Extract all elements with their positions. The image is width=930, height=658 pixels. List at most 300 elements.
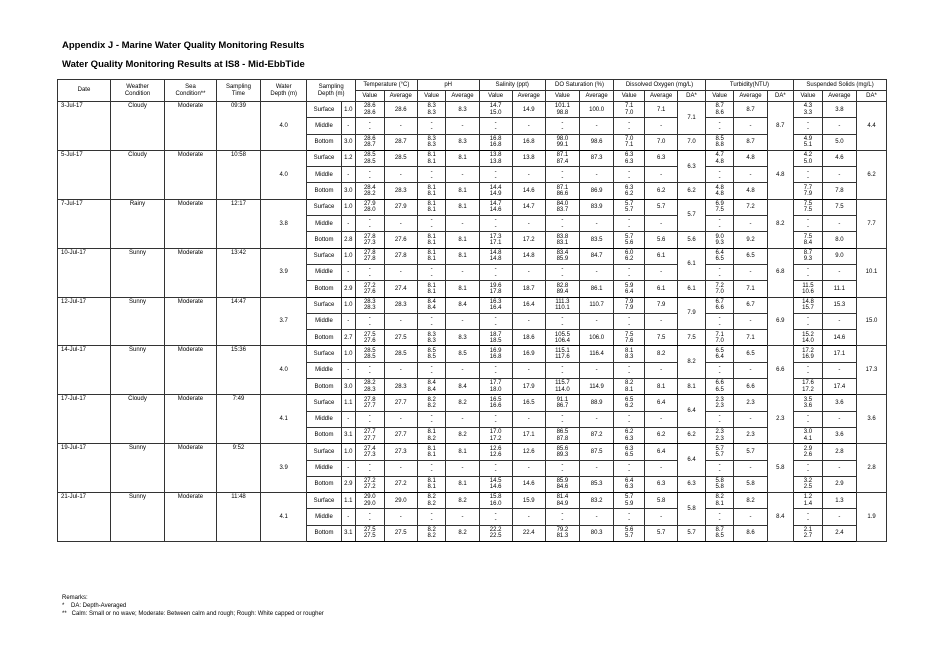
- cell-do-value-reading: 6.4: [624, 288, 634, 295]
- cell-ss-average: 17.4: [822, 379, 856, 395]
- cell-do-value: [614, 264, 645, 280]
- cell-salinity-value-reading: 19.6: [489, 282, 502, 289]
- cell-ss-value-reading: 4.3: [803, 103, 813, 110]
- cell-temp-value-reading: -: [368, 125, 371, 132]
- cell-salinity-value: [479, 118, 512, 134]
- cell-ss-value-reading: 7.5: [803, 201, 813, 208]
- cell-turbidity-value-reading: 6.4: [715, 354, 724, 361]
- cell-ph-value: [417, 232, 446, 248]
- cell-ph-value-reading: 8.2: [427, 402, 436, 409]
- cell-temp-value-reading: 28.5: [363, 354, 376, 361]
- cell-turbidity-average: -: [734, 118, 767, 134]
- cell-date: 17-Jul-17: [58, 395, 111, 444]
- cell-temp-value-reading: -: [368, 468, 371, 475]
- cell-ph-value: [417, 264, 446, 280]
- cell-ss-da: 7.7: [857, 199, 887, 248]
- cell-dos-value-reading: 98.8: [556, 109, 569, 116]
- cell-turbidity-value: [705, 134, 734, 150]
- cell-ph-value-reading: 8.5: [427, 354, 436, 361]
- cell-ss-value: [794, 476, 823, 492]
- cell-dos-average: 110.7: [580, 297, 614, 313]
- cell-ss-value-reading: -: [806, 217, 809, 224]
- cell-temp-value-reading: 29.0: [363, 494, 376, 501]
- cell-temp-value: [355, 102, 384, 118]
- cell-dos-value: [545, 150, 579, 166]
- cell-do-average: 7.9: [645, 297, 678, 313]
- cell-salinity-value: [479, 444, 512, 460]
- cell-turbidity-value-reading: 6.6: [715, 380, 724, 387]
- cell-ss-da: 4.4: [857, 102, 887, 151]
- cell-turbidity-value-reading: 8.8: [715, 142, 724, 149]
- cell-sea: Moderate: [165, 150, 217, 199]
- cell-dos-average: -: [580, 167, 614, 183]
- cell-do-value-reading: 6.3: [624, 484, 634, 491]
- cell-ph-average: 8.2: [446, 525, 479, 541]
- cell-ss-value: [794, 264, 823, 280]
- cell-turbidity-value-reading: 8.6: [715, 109, 724, 116]
- cell-ph-value-reading: 8.5: [427, 347, 436, 354]
- cell-temp-value-reading: 27.3: [363, 240, 376, 247]
- cell-do-value: [614, 476, 645, 492]
- header-average: Average: [645, 91, 678, 102]
- cell-sea: Moderate: [165, 102, 217, 151]
- cell-salinity-value: [479, 216, 512, 232]
- cell-ph-average: 8.3: [446, 330, 479, 346]
- cell-ss-value-reading: 5.1: [803, 142, 813, 149]
- cell-do-value-reading: -: [628, 370, 631, 377]
- cell-do-value-reading: 7.5: [624, 331, 634, 338]
- cell-salinity-value: [479, 232, 512, 248]
- cell-salinity-value-reading: -: [494, 419, 497, 426]
- cell-ph-value-reading: 8.2: [427, 396, 436, 403]
- cell-salinity-average: 13.8: [512, 150, 545, 166]
- cell-dos-value: [545, 248, 579, 264]
- header-average: Average: [734, 91, 767, 102]
- cell-turbidity-value-reading: 6.9: [715, 201, 724, 208]
- table-row: [58, 102, 887, 118]
- cell-salinity-value: [479, 330, 512, 346]
- cell-temp-value-reading: -: [368, 461, 371, 468]
- cell-sampling-depth: 1.0: [341, 346, 355, 362]
- cell-do-value-reading: 6.3: [624, 152, 634, 159]
- cell-turbidity-value: [705, 281, 734, 297]
- cell-temp-value: [355, 264, 384, 280]
- cell-temp-value: [355, 379, 384, 395]
- cell-ss-average: 1.3: [822, 493, 856, 509]
- cell-temp-average: 27.6: [384, 232, 417, 248]
- cell-ss-value-reading: -: [806, 272, 809, 279]
- cell-temp-value: [355, 476, 384, 492]
- cell-temp-average: 27.7: [384, 427, 417, 443]
- cell-temp-value-reading: 27.5: [363, 533, 376, 540]
- cell-ss-value-reading: 7.7: [803, 184, 813, 191]
- cell-dos-value: [545, 183, 579, 199]
- cell-salinity-value-reading: -: [494, 370, 497, 377]
- cell-turbidity-average: 7.1: [734, 330, 767, 346]
- cell-ss-average: -: [822, 167, 856, 183]
- cell-do-average: 6.3: [645, 150, 678, 166]
- cell-salinity-value-reading: -: [494, 468, 497, 475]
- cell-do-average: 5.7: [645, 525, 678, 541]
- cell-ph-value-reading: -: [430, 272, 433, 279]
- cell-dos-value-reading: 86.7: [556, 402, 569, 409]
- cell-do-value-reading: -: [628, 321, 631, 328]
- cell-ss-value: [794, 150, 823, 166]
- cell-turbidity-value-reading: 8.5: [715, 135, 724, 142]
- cell-ph-value: [417, 395, 446, 411]
- cell-turbidity-value-reading: 5.7: [715, 445, 724, 452]
- cell-do-value-reading: -: [628, 223, 631, 230]
- cell-turbidity-value: [705, 444, 734, 460]
- cell-salinity-value: [479, 297, 512, 313]
- cell-ss-value: [794, 216, 823, 232]
- cell-ph-value-reading: -: [430, 468, 433, 475]
- cell-turbidity-value-reading: 6.5: [715, 256, 724, 263]
- cell-dos-value: [545, 281, 579, 297]
- table-row: [58, 248, 887, 264]
- cell-do-da: 6.1: [678, 248, 706, 281]
- cell-ph-average: 8.1: [446, 199, 479, 215]
- cell-turbidity-average: -: [734, 167, 767, 183]
- cell-ph-value-reading: -: [430, 266, 433, 273]
- header-ph: pH: [417, 80, 479, 91]
- cell-sampling-depth: 1.0: [341, 199, 355, 215]
- cell-time: 09:39: [216, 102, 260, 151]
- cell-dos-average: -: [580, 411, 614, 427]
- cell-do-average: 5.8: [645, 493, 678, 509]
- cell-temp-average: 27.5: [384, 525, 417, 541]
- cell-sampling-depth: 2.7: [341, 330, 355, 346]
- cell-date: 5-Jul-17: [58, 150, 111, 199]
- cell-dos-value-reading: 87.1: [556, 152, 569, 159]
- cell-salinity-average: 12.6: [512, 444, 545, 460]
- cell-temp-value-reading: 27.8: [363, 250, 376, 257]
- cell-turbidity-average: -: [734, 362, 767, 378]
- cell-salinity-average: 14.6: [512, 476, 545, 492]
- cell-level: Surface: [307, 102, 341, 118]
- cell-salinity-average: 14.8: [512, 248, 545, 264]
- cell-ph-value-reading: -: [430, 174, 433, 181]
- cell-do-value: [614, 183, 645, 199]
- cell-salinity-value: [479, 427, 512, 443]
- cell-salinity-value-reading: -: [494, 125, 497, 132]
- cell-ss-average: 8.0: [822, 232, 856, 248]
- cell-do-value-reading: 5.7: [624, 494, 634, 501]
- cell-turbidity-value-reading: 2.3: [715, 396, 724, 403]
- cell-ph-value-reading: -: [430, 364, 433, 371]
- cell-weather: Sunny: [110, 493, 164, 542]
- cell-salinity-value-reading: 17.3: [489, 233, 502, 240]
- cell-salinity-average: -: [512, 118, 545, 134]
- cell-dos-value-reading: 106.4: [554, 337, 570, 344]
- cell-water-depth: 3.7: [261, 297, 307, 346]
- header-value: Value: [479, 91, 512, 102]
- cell-turbidity-value: [705, 362, 734, 378]
- cell-do-value-reading: 8.1: [624, 386, 634, 393]
- cell-ph-value-reading: 8.1: [427, 233, 436, 240]
- cell-dos-value: [545, 525, 579, 541]
- cell-dos-value-reading: -: [561, 517, 564, 524]
- cell-turbidity-da: 8.2: [767, 199, 794, 248]
- cell-ss-value: [794, 460, 823, 476]
- cell-temp-value-reading: 28.6: [363, 109, 376, 116]
- cell-temp-value-reading: 29.0: [363, 500, 376, 507]
- cell-ph-value-reading: 8.3: [427, 331, 436, 338]
- cell-level: Bottom: [307, 379, 341, 395]
- cell-sampling-depth: 2.8: [341, 232, 355, 248]
- cell-temp-value-reading: 28.3: [363, 386, 376, 393]
- cell-ss-value: [794, 297, 823, 313]
- cell-dos-average: 87.2: [580, 427, 614, 443]
- cell-water-depth: 4.1: [261, 395, 307, 444]
- cell-salinity-value-reading: 14.5: [489, 478, 502, 485]
- cell-do-da: 7.9: [678, 297, 706, 330]
- cell-salinity-value: [479, 313, 512, 329]
- cell-temp-value: [355, 493, 384, 509]
- cell-temp-average: 27.8: [384, 248, 417, 264]
- cell-salinity-value-reading: 16.4: [489, 305, 502, 312]
- cell-ss-value-reading: 14.8: [802, 298, 814, 305]
- cell-ph-value-reading: 8.1: [427, 429, 436, 436]
- cell-turbidity-average: 8.7: [734, 102, 767, 118]
- cell-turbidity-value: [705, 427, 734, 443]
- cell-ph-average: -: [446, 167, 479, 183]
- cell-turbidity-value-reading: 2.3: [715, 429, 724, 436]
- cell-level: Middle: [307, 216, 341, 232]
- cell-temp-value-reading: 27.8: [363, 396, 376, 403]
- cell-turbidity-value-reading: 4.7: [715, 152, 724, 159]
- cell-turbidity-value-reading: -: [718, 119, 721, 126]
- cell-weather: Sunny: [110, 346, 164, 395]
- cell-time: 11:48: [216, 493, 260, 542]
- cell-salinity-value-reading: -: [494, 461, 497, 468]
- cell-salinity-value-reading: 22.5: [489, 533, 502, 540]
- cell-sampling-depth: 2.9: [341, 281, 355, 297]
- cell-dos-value: [545, 134, 579, 150]
- cell-turbidity-value: [705, 493, 734, 509]
- cell-salinity-value-reading: 16.8: [489, 135, 502, 142]
- cell-dos-average: -: [580, 362, 614, 378]
- cell-ph-value: [417, 297, 446, 313]
- cell-level: Surface: [307, 444, 341, 460]
- cell-do-average: -: [645, 167, 678, 183]
- cell-salinity-value-reading: 14.7: [489, 201, 502, 208]
- cell-turbidity-value: [705, 346, 734, 362]
- cell-turbidity-value-reading: -: [718, 174, 721, 181]
- cell-salinity-value-reading: -: [494, 168, 497, 175]
- cell-sea: Moderate: [165, 346, 217, 395]
- cell-turbidity-value-reading: -: [718, 364, 721, 371]
- cell-ss-average: -: [822, 264, 856, 280]
- cell-ss-average: 7.5: [822, 199, 856, 215]
- cell-ph-average: 8.1: [446, 248, 479, 264]
- cell-ph-value-reading: 8.2: [427, 533, 436, 540]
- cell-temp-value-reading: 28.4: [363, 184, 376, 191]
- cell-do-value-reading: 6.2: [624, 191, 634, 198]
- cell-salinity-average: 18.7: [512, 281, 545, 297]
- cell-do-da: 5.8: [678, 493, 706, 526]
- cell-do-average: -: [645, 362, 678, 378]
- cell-temp-value: [355, 313, 384, 329]
- cell-temp-average: 27.2: [384, 476, 417, 492]
- cell-ss-value-reading: -: [806, 461, 809, 468]
- cell-ph-value-reading: 8.3: [427, 135, 436, 142]
- cell-weather: Cloudy: [110, 150, 164, 199]
- cell-salinity-value: [479, 411, 512, 427]
- cell-ss-average: 3.8: [822, 102, 856, 118]
- header-da: DA*: [767, 91, 794, 102]
- cell-ss-average: -: [822, 509, 856, 525]
- cell-sampling-depth: 1.0: [341, 248, 355, 264]
- cell-ph-average: 8.3: [446, 102, 479, 118]
- cell-dos-value-reading: 83.8: [556, 233, 569, 240]
- cell-dos-average: 85.3: [580, 476, 614, 492]
- cell-salinity-average: 17.9: [512, 379, 545, 395]
- cell-weather: Rainy: [110, 199, 164, 248]
- header-average: Average: [446, 91, 479, 102]
- cell-temp-value: [355, 427, 384, 443]
- cell-dos-value-reading: -: [561, 419, 564, 426]
- cell-ss-value-reading: 3.0: [803, 429, 813, 436]
- cell-turbidity-value: [705, 183, 734, 199]
- cell-level: Bottom: [307, 281, 341, 297]
- cell-turbidity-value-reading: -: [718, 217, 721, 224]
- cell-dos-average: -: [580, 313, 614, 329]
- water-quality-table: [57, 79, 887, 542]
- cell-salinity-value-reading: 17.0: [489, 429, 502, 436]
- cell-temp-value: [355, 346, 384, 362]
- cell-ss-average: 3.6: [822, 427, 856, 443]
- cell-salinity-value-reading: 16.9: [489, 347, 502, 354]
- cell-ss-value: [794, 118, 823, 134]
- cell-turbidity-value-reading: 8.1: [715, 500, 724, 507]
- cell-salinity-value-reading: 14.6: [489, 484, 502, 491]
- cell-temp-value-reading: 28.3: [363, 305, 376, 312]
- cell-ph-value: [417, 102, 446, 118]
- cell-dos-average: 116.4: [580, 346, 614, 362]
- cell-sampling-depth: -: [341, 167, 355, 183]
- cell-ss-value-reading: -: [806, 315, 809, 322]
- cell-level: Middle: [307, 118, 341, 134]
- cell-salinity-average: 15.9: [512, 493, 545, 509]
- cell-salinity-value-reading: -: [494, 223, 497, 230]
- cell-ss-value-reading: -: [806, 168, 809, 175]
- cell-turbidity-average: 8.2: [734, 493, 767, 509]
- cell-do-value: [614, 199, 645, 215]
- cell-temp-value: [355, 248, 384, 264]
- cell-temp-value: [355, 232, 384, 248]
- cell-do-value-reading: 6.3: [624, 158, 634, 165]
- cell-temp-value-reading: 27.4: [363, 445, 376, 452]
- cell-turbidity-da: 5.8: [767, 444, 794, 493]
- cell-turbidity-value-reading: 6.7: [715, 298, 724, 305]
- cell-do-value-reading: -: [628, 272, 631, 279]
- cell-ss-average: -: [822, 118, 856, 134]
- cell-turbidity-value-reading: 4.8: [715, 191, 724, 198]
- cell-temp-value: [355, 183, 384, 199]
- cell-temp-value: [355, 460, 384, 476]
- header-value: Value: [545, 91, 579, 102]
- cell-do-value: [614, 525, 645, 541]
- cell-salinity-average: 17.2: [512, 232, 545, 248]
- cell-temp-value: [355, 118, 384, 134]
- cell-ph-average: 8.1: [446, 232, 479, 248]
- cell-ss-value-reading: 3.2: [803, 478, 813, 485]
- cell-temp-average: -: [384, 216, 417, 232]
- cell-turbidity-value-reading: -: [718, 510, 721, 517]
- cell-dos-value-reading: 110.1: [555, 305, 570, 312]
- cell-ss-value-reading: -: [806, 364, 809, 371]
- cell-dos-value-reading: 105.5: [554, 331, 570, 338]
- cell-salinity-average: -: [512, 167, 545, 183]
- cell-ph-value-reading: -: [430, 510, 433, 517]
- cell-salinity-average: 22.4: [512, 525, 545, 541]
- cell-ss-average: -: [822, 313, 856, 329]
- cell-ph-value-reading: 8.4: [427, 298, 436, 305]
- cell-sampling-depth: -: [341, 362, 355, 378]
- cell-temp-value-reading: 27.7: [363, 402, 376, 409]
- cell-do-value: [614, 134, 645, 150]
- cell-dos-average: 83.5: [580, 232, 614, 248]
- cell-temp-value-reading: 27.7: [363, 429, 376, 436]
- cell-ss-value: [794, 346, 823, 362]
- cell-dos-value-reading: 89.3: [556, 451, 569, 458]
- cell-salinity-value-reading: 13.8: [489, 158, 502, 165]
- cell-weather: Sunny: [110, 297, 164, 346]
- cell-salinity-value-reading: 17.8: [489, 288, 502, 295]
- cell-salinity-value-reading: -: [494, 119, 497, 126]
- cell-ss-value-reading: 2.6: [803, 451, 813, 458]
- cell-do-value-reading: -: [628, 125, 631, 132]
- cell-do-value-reading: 5.7: [624, 533, 634, 540]
- cell-turbidity-average: 2.3: [734, 395, 767, 411]
- cell-turbidity-value-reading: 8.7: [715, 103, 724, 110]
- cell-ph-value-reading: -: [430, 321, 433, 328]
- cell-dos-average: -: [580, 216, 614, 232]
- cell-ph-value-reading: 8.1: [427, 201, 436, 208]
- cell-dos-average: 83.9: [580, 199, 614, 215]
- cell-dos-value: [545, 411, 579, 427]
- cell-do-value-reading: 7.1: [624, 142, 634, 149]
- cell-salinity-value-reading: 14.4: [489, 184, 502, 191]
- remarks: [62, 594, 324, 618]
- cell-dos-average: 98.6: [580, 134, 614, 150]
- cell-salinity-value: [479, 199, 512, 215]
- cell-do-average: 6.3: [645, 476, 678, 492]
- cell-salinity-value-reading: 16.3: [489, 298, 502, 305]
- cell-turbidity-value-reading: -: [718, 321, 721, 328]
- cell-do-value: [614, 362, 645, 378]
- cell-do-value: [614, 330, 645, 346]
- cell-salinity-value: [479, 362, 512, 378]
- cell-salinity-value-reading: 12.6: [489, 451, 502, 458]
- cell-salinity-value-reading: 16.8: [489, 142, 502, 149]
- cell-ph-average: 8.4: [446, 297, 479, 313]
- cell-water-depth: 3.9: [261, 444, 307, 493]
- cell-salinity-value-reading: 12.6: [489, 445, 502, 452]
- cell-ss-value-reading: 7.5: [803, 233, 813, 240]
- cell-salinity-average: 14.9: [512, 102, 545, 118]
- cell-do-value: [614, 167, 645, 183]
- cell-temp-value-reading: 27.8: [363, 256, 376, 263]
- header-value: Value: [794, 91, 823, 102]
- cell-turbidity-average: 7.1: [734, 281, 767, 297]
- cell-temp-value: [355, 444, 384, 460]
- cell-do-average: 8.1: [645, 379, 678, 395]
- cell-do-value-reading: 6.5: [624, 396, 634, 403]
- cell-salinity-value: [479, 183, 512, 199]
- cell-ss-value-reading: 2.7: [803, 533, 813, 540]
